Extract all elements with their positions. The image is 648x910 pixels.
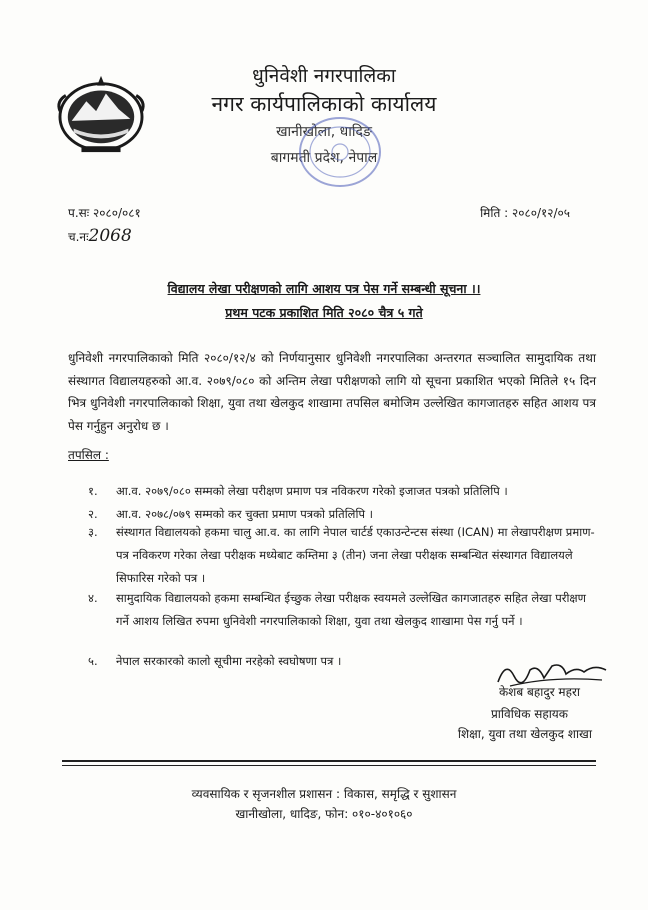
list-item	[88, 587, 598, 633]
reference-ch-number: 2068	[88, 226, 132, 246]
office-name: नगर कार्यपालिकाको कार्यालय	[211, 92, 437, 116]
signatory-branch: शिक्षा, युवा तथा खेलकुद शाखा	[457, 727, 592, 741]
list-item-number: २.	[88, 507, 98, 521]
footer-divider	[62, 760, 596, 762]
office-stamp	[294, 112, 386, 192]
municipality-name: धुनिवेशी नगरपालिका	[252, 65, 396, 87]
reference-ch	[68, 226, 132, 246]
footer-motto: व्यवसायिक र सृजनशील प्रशासन : विकास, समृद्धि र सुशासन	[191, 787, 457, 801]
signatory-name: केशब बहादुर महरा	[498, 685, 580, 699]
list-item-text: आ.व. २०७९/०८० सम्मको लेखा परीक्षण प्रमाण पत्र नविकरण गरेको इजाजत पत्रको प्रतिलिपि ।	[116, 484, 508, 498]
footer-contact: खानीखोला, धादिङ, फोन: ०१०-४०१०६०	[235, 807, 413, 821]
list-item-text: सामुदायिक विद्यालयको हकमा सम्बन्धित ईच्छुक लेखा परीक्षक स्वयमले उल्लेखित कागजातहरु सहित लेखा परीक्षण गर्ने आशय लिखित रुपमा धुनिवेशी नगरपालिकाको शिक्षा, युवा तथा खेलकुद शाखामा पेस गर्नु पर्ने ।	[116, 591, 586, 628]
list-item-text: नेपाल सरकारको कालो सूचीमा नरहेको स्वघोषणा पत्र ।	[116, 654, 342, 668]
list-heading: तपसिल :	[68, 448, 109, 462]
reference-ps: प.सः २०८०/०८१	[68, 206, 141, 220]
office-province: बागमती प्रदेश, नेपाल	[270, 150, 378, 166]
list-item-number: ३.	[88, 525, 98, 539]
list-item	[88, 480, 598, 503]
signatory-position: प्राविधिक सहायक	[490, 707, 568, 721]
list-item-number: १.	[88, 484, 98, 498]
list-item	[88, 521, 598, 590]
reference-ch-label: च.नः	[68, 230, 89, 244]
notice-body: धुनिवेशी नगरपालिकाको मिति २०८०/१२/४ को निर्णयानुसार धुनिवेशी नगरपालिका अन्तरगत सञ्चालित सामुदायिक तथा संस्थागत विद्यालयहरुको आ.व. २०७९/०८० को अन्तिम लेखा परीक्षणको लागि यो सूचना प्रकाशित भएको मितिले १५ दिन भित्र धुनिवेशी नगरपालिकाको शिक्षा, युवा तथा खेलकुद शाखामा तपसिल बमोजिम उल्लेखित कागजातहरु सहित आशय पत्र पेस गर्नुहुन अनुरोध छ ।	[68, 351, 596, 433]
list-item-text: आ.व. २०७८/०७९ सम्मको कर चुक्ता प्रमाण पत्रको प्रतिलिपि ।	[116, 507, 373, 521]
notice-title: विद्यालय लेखा परीक्षणको लागि आशय पत्र पेस गर्ने सम्बन्धी सूचना ।।	[167, 281, 481, 296]
footer-divider-thin	[62, 765, 596, 766]
list-item-number: ५.	[88, 654, 98, 668]
office-address: खानीखोला, धादिङ	[276, 124, 372, 140]
document-date: मिति : २०८०/१२/०५	[480, 206, 570, 220]
list-item-text: संस्थागत विद्यालयको हकमा चालु आ.व. का लागि नेपाल चार्टर्ड एकाउन्टेन्टस संस्था (ICAN) मा लेखापरीक्षण प्रमाण-पत्र नविकरण गरेका लेखा परीक्षक मध्येबाट कम्तिमा ३ (तीन) जना लेखा परीक्षक सम्बन्धित संस्थागत विद्यालयले सिफारिस गरेको पत्र ।	[116, 525, 595, 585]
list-item-number: ४.	[88, 591, 98, 605]
notice-subtitle: प्रथम पटक प्रकाशित मिति २०८० चैत्र ५ गते	[225, 305, 423, 320]
